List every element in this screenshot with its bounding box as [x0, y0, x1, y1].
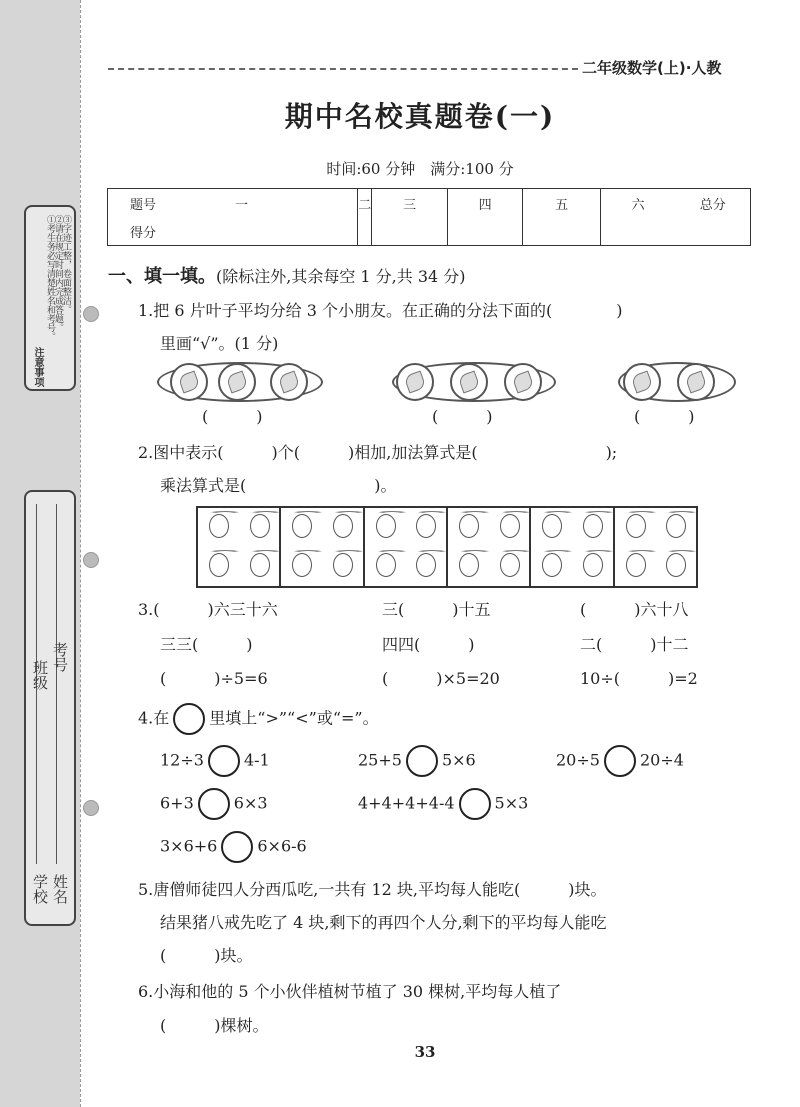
q6-line1: 6.小海和他的 5 个小伙伴植树节植了 30 棵树,平均每人植了	[138, 982, 562, 1001]
score-cell[interactable]	[447, 219, 523, 246]
answer-paren-c[interactable]: ( )	[634, 407, 695, 426]
mouse-icon	[365, 547, 406, 586]
row-label-score: 得分	[108, 219, 223, 246]
score-cell[interactable]	[223, 219, 358, 246]
q4-right: 6×6-6	[257, 836, 307, 856]
q3-r2c2: 四四( )	[382, 635, 475, 654]
name-line[interactable]	[56, 504, 57, 864]
leaf-icon	[450, 363, 488, 401]
answer-paren-b[interactable]: ( )	[432, 407, 493, 426]
q5-line1: 5.唐僧师徒四人分西瓜吃,一共有 12 块,平均每人能吃( )块。	[138, 880, 607, 899]
q4-left: 3×6+6	[160, 836, 218, 856]
q4-left: 4+4+4+4-4	[358, 793, 455, 813]
score-cell[interactable]	[358, 219, 372, 246]
score-cell[interactable]	[523, 219, 600, 246]
notes-box	[24, 205, 76, 391]
q1-line1: 1.把 6 片叶子平均分给 3 个小朋友。在正确的分法下面的( )	[138, 301, 623, 320]
series-label: 二年级数学(上)·人教	[582, 59, 722, 77]
score-cell[interactable]	[600, 219, 675, 246]
mouse-icon	[615, 547, 656, 586]
leaf-icon	[396, 363, 434, 401]
q3-r3c1: ( )÷5=6	[160, 669, 268, 688]
mouse-icon	[489, 508, 530, 547]
q4-left: 20÷5	[556, 750, 600, 770]
mouse-icon	[239, 547, 280, 586]
class-label: 班级	[31, 660, 49, 690]
compare-circle[interactable]	[604, 745, 636, 777]
punch-hole	[83, 552, 99, 568]
compare-circle[interactable]	[221, 831, 253, 863]
time-info: 时间:60 分钟 满分:100 分	[326, 160, 514, 178]
leaf-icon	[218, 363, 256, 401]
leaf-icon	[677, 363, 715, 401]
q4-instruction	[138, 703, 379, 735]
mouse-icon	[448, 547, 489, 586]
q3-r2c3: 二( )十二	[580, 635, 689, 654]
q5-line2: 结果猪八戒先吃了 4 块,剩下的再四个人分,剩下的平均每人能吃	[160, 913, 607, 932]
mouse-icon	[281, 508, 322, 547]
q5-line3: ( )块。	[160, 946, 253, 965]
name-label: 姓名	[51, 874, 69, 904]
student-info-box	[24, 490, 76, 926]
col-5: 五	[523, 189, 600, 219]
punch-hole	[83, 800, 99, 816]
mouse-group	[615, 508, 696, 586]
mouse-icon	[281, 547, 322, 586]
mouse-icon	[322, 547, 363, 586]
q2-line1: 2.图中表示( )个( )相加,加法算式是( );	[138, 443, 618, 462]
mouse-icon	[405, 508, 446, 547]
school-label: 学校	[31, 874, 49, 904]
col-3: 三	[372, 189, 448, 219]
q3-r1c2: 三( )十五	[382, 600, 491, 619]
q4-item	[358, 745, 476, 777]
header-dash-line	[108, 68, 578, 70]
mouse-icon	[365, 508, 406, 547]
q1-line2: 里画“√”。(1 分)	[160, 334, 279, 353]
mouse-group	[365, 508, 448, 586]
q4-left: 6+3	[160, 793, 194, 813]
q4-right: 5×6	[441, 750, 476, 770]
mouse-group	[281, 508, 364, 586]
mouse-icon	[531, 547, 572, 586]
section-note: (除标注外,其余每空 1 分,共 34 分)	[216, 267, 466, 286]
punch-hole	[83, 306, 99, 322]
leaf-icon	[623, 363, 661, 401]
q4-prefix: 4.在	[138, 708, 170, 728]
mouse-icon	[531, 508, 572, 547]
mouse-picture	[196, 506, 698, 588]
mouse-group	[198, 508, 281, 586]
row-label-number: 题号	[108, 189, 223, 219]
q4-suffix: 里填上“>”“<”或“=”。	[209, 708, 379, 728]
mouse-icon	[198, 547, 239, 586]
q6-line2: ( )棵树。	[160, 1016, 269, 1035]
col-2: 二	[358, 189, 372, 219]
col-1: 一	[223, 189, 358, 219]
note-2: ②请在规定时间内完成答题。	[53, 215, 63, 332]
q4-right: 4-1	[243, 750, 270, 770]
q4-item	[160, 788, 268, 820]
q3-r3c3: 10÷( )=2	[580, 669, 698, 688]
mouse-icon	[448, 508, 489, 547]
q3-r1c3: ( )六十八	[580, 600, 689, 619]
compare-circle[interactable]	[208, 745, 240, 777]
score-table	[107, 188, 751, 246]
mouse-icon	[322, 508, 363, 547]
mouse-icon	[572, 508, 613, 547]
mouse-group	[448, 508, 531, 586]
q4-left: 25+5	[358, 750, 402, 770]
q4-right: 20÷4	[639, 750, 684, 770]
q3-r1c1: 3.( )六三十六	[138, 600, 278, 619]
note-3: ③字迹工整，卷面整洁。	[61, 215, 71, 314]
circle-icon	[173, 703, 205, 735]
mouse-icon	[615, 508, 656, 547]
q4-right: 6×3	[233, 793, 268, 813]
q3-r3c2: ( )×5=20	[382, 669, 500, 688]
q3-r2c1: 三三( )	[160, 635, 253, 654]
col-4: 四	[447, 189, 523, 219]
answer-paren-a[interactable]: ( )	[202, 407, 263, 426]
page-number: 33	[414, 1043, 436, 1061]
id-label: 考号	[51, 642, 69, 672]
q4-item	[556, 745, 684, 777]
compare-circle[interactable]	[198, 788, 230, 820]
page-title: 期中名校真题卷(一)	[284, 100, 556, 133]
q4-left: 12÷3	[160, 750, 204, 770]
q4-item	[358, 788, 528, 820]
leaf-icon	[504, 363, 542, 401]
mouse-icon	[489, 547, 530, 586]
mouse-icon	[655, 547, 696, 586]
q4-item	[160, 831, 307, 863]
note-1: ①考生务必写清楚姓名和考号。	[45, 215, 55, 341]
score-cell[interactable]	[372, 219, 448, 246]
compare-circle[interactable]	[459, 788, 491, 820]
mouse-icon	[405, 547, 446, 586]
score-cell[interactable]	[675, 219, 750, 246]
q4-right: 5×3	[494, 793, 529, 813]
compare-circle[interactable]	[406, 745, 438, 777]
mouse-group	[531, 508, 614, 586]
section-title: 一、填一填。	[108, 266, 216, 287]
q2-line2: 乘法算式是( )。	[160, 476, 397, 495]
notes-label: 注意事项	[32, 347, 43, 387]
leaf-icon	[270, 363, 308, 401]
q4-item	[160, 745, 270, 777]
mouse-icon	[655, 508, 696, 547]
leaf-icon	[170, 363, 208, 401]
mouse-icon	[572, 547, 613, 586]
section-heading	[108, 262, 466, 288]
col-6: 六	[600, 189, 675, 219]
mouse-icon	[239, 508, 280, 547]
mouse-icon	[198, 508, 239, 547]
col-total: 总分	[675, 189, 750, 219]
